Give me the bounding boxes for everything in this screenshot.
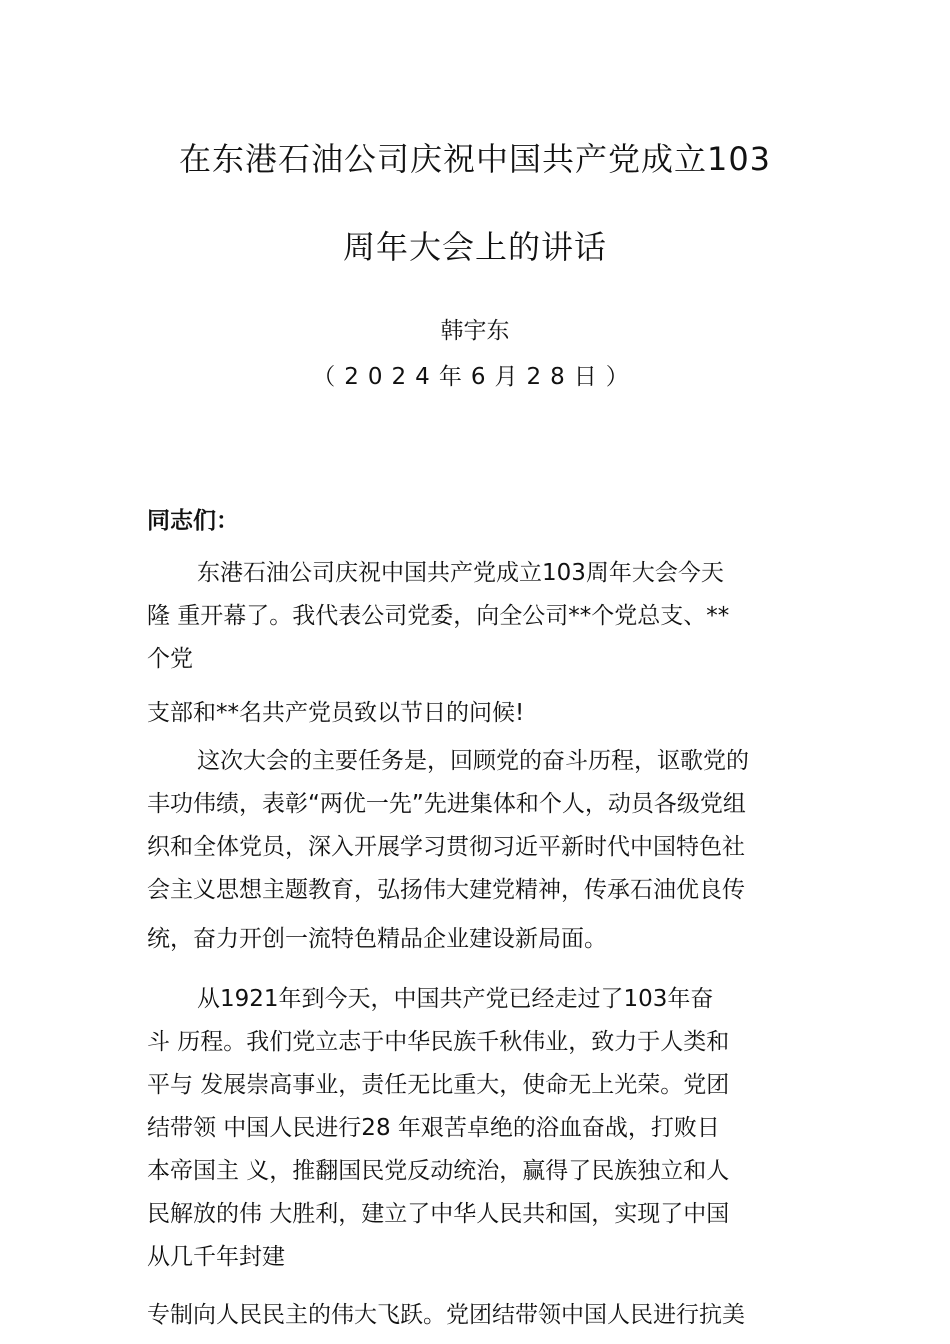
paragraph-line: 东港石油公司庆祝中国共产党成立103周年大会今天 xyxy=(197,560,724,586)
paragraph-line: 本帝国主 义，推翻国民党反动统治，赢得了民族独立和人 xyxy=(147,1158,730,1184)
paragraph-line: 支部和**名共产党员致以节日的问候! xyxy=(147,700,525,726)
paragraph-line: 民解放的伟 大胜利，建立了中华人民共和国，实现了中国 xyxy=(147,1201,730,1227)
title-line-2: 周年大会上的讲话 xyxy=(342,228,607,266)
paragraph-3 xyxy=(147,740,807,961)
paragraph-5 xyxy=(147,1294,807,1337)
paragraph-line: 从几千年封建 xyxy=(147,1244,285,1270)
author-name: 韩宇东 xyxy=(440,318,510,344)
title-line-1: 在东港石油公司庆祝中国共产党成立103 xyxy=(178,140,772,178)
salutation: 同志们： xyxy=(147,508,239,534)
paragraph-line: 斗 历程。我们党立志于中华民族千秋伟业，致力于人类和 xyxy=(147,1029,730,1055)
paragraph-line: 专制向人民民主的伟大飞跃。党团结带领中国人民进行抗美 xyxy=(147,1302,745,1328)
paragraph-line: 会主义思想主题教育，弘扬伟大建党精神，传承石油优良传 xyxy=(147,877,745,903)
paragraph-4 xyxy=(147,978,807,1279)
paragraph-1 xyxy=(147,552,807,681)
paragraph-2 xyxy=(147,692,807,735)
paragraph-line: 织和全体党员，深入开展学习贯彻习近平新时代中国特色社 xyxy=(147,834,745,860)
paragraph-line: 隆 重开幕了。我代表公司党委，向全公司**个党总支、** xyxy=(147,603,730,629)
paragraph-line: 丰功伟绩，表彰“两优一先”先进集体和个人，动员各级党组 xyxy=(147,791,746,817)
paragraph-line: 结带领 中国人民进行28 年艰苦卓绝的浴血奋战，打败日 xyxy=(147,1115,720,1141)
paragraph-line: 从1921年到今天，中国共产党已经走过了103年奋 xyxy=(197,986,714,1012)
speech-date: （2024年6月28日） xyxy=(312,364,638,390)
paragraph-line: 这次大会的主要任务是，回顾党的奋斗历程，讴歌党的 xyxy=(197,748,749,774)
paragraph-line: 平与 发展崇高事业，责任无比重大，使命无上光荣。党团 xyxy=(147,1072,730,1098)
paragraph-line: 统，奋力开创一流特色精品企业建设新局面。 xyxy=(147,926,607,952)
paragraph-line: 个党 xyxy=(147,646,193,672)
